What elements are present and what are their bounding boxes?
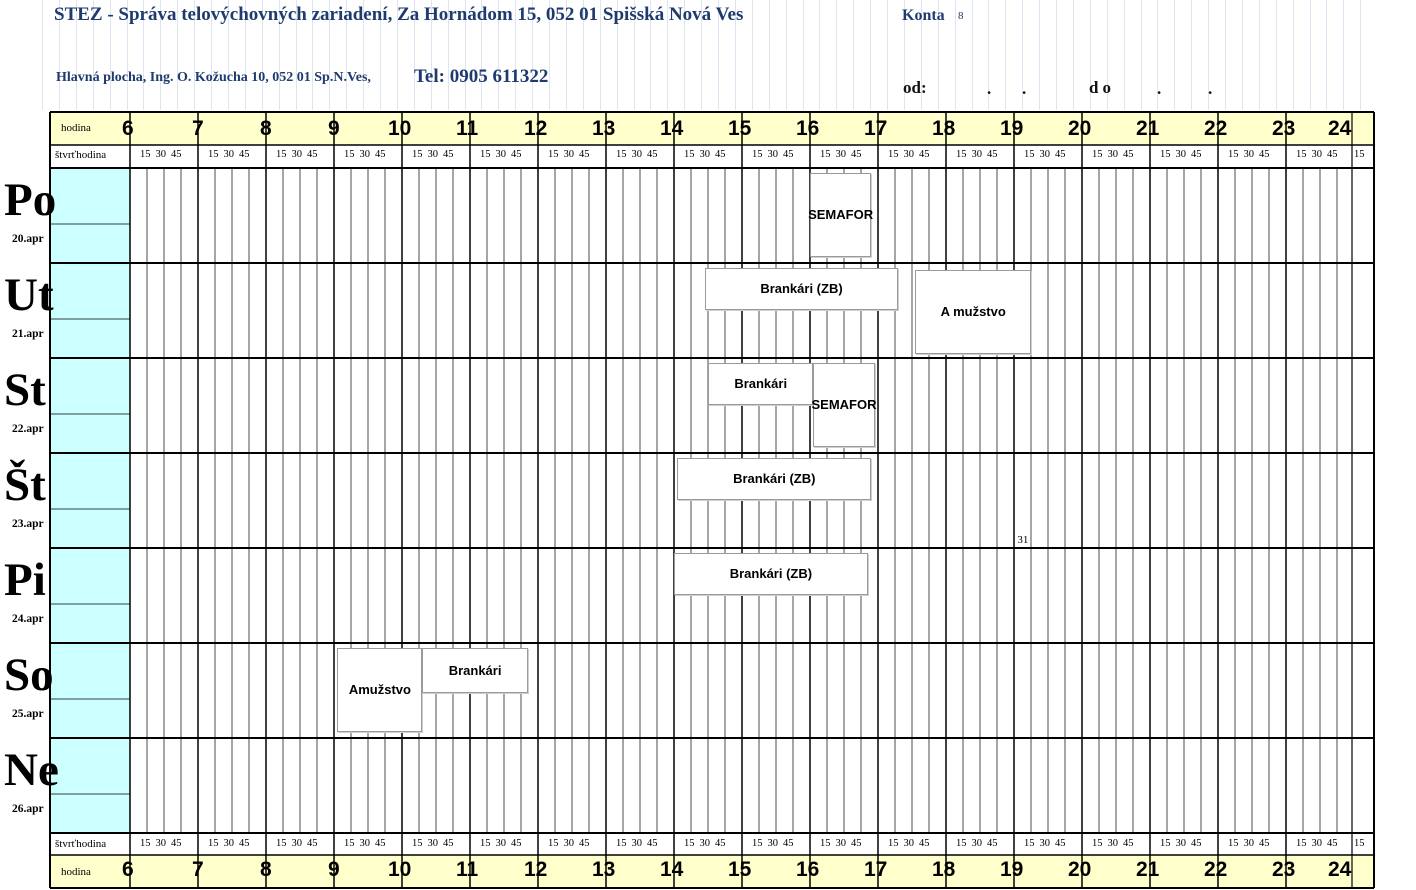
quarter-mark-bottom: 15 — [208, 838, 219, 849]
hour-number-bottom: 11 — [456, 858, 479, 881]
quarter-mark-bottom: 15 — [956, 838, 967, 849]
quarter-mark: 45 — [171, 149, 182, 160]
quarter-mark: 45 — [579, 149, 590, 160]
page-title: STEZ - Správa telovýchovných zariadení, Za Hornádom 15, 052 01 Spišská Nová Ves — [54, 4, 744, 25]
quarter-mark: 30 — [1107, 149, 1118, 160]
quarter-mark: 45 — [1191, 149, 1202, 160]
quarter-mark: 45 — [511, 149, 522, 160]
quarter-mark-bottom: 45 — [307, 838, 318, 849]
quarter-mark-bottom: 15 — [1160, 838, 1171, 849]
quarter-mark: 30 — [427, 149, 438, 160]
quarter-mark: 15 — [480, 149, 491, 160]
quarter-mark-bottom: 15 — [1296, 838, 1307, 849]
day-date: 20.apr — [12, 233, 44, 245]
quarter-mark-bottom: 30 — [1039, 838, 1050, 849]
event-block[interactable] — [422, 648, 527, 693]
quarter-mark-bottom: 30 — [563, 838, 574, 849]
quarter-mark-bottom: 30 — [359, 838, 370, 849]
event-block[interactable] — [677, 458, 871, 500]
quarter-mark: 15 — [820, 149, 831, 160]
quarter-mark-bottom: 30 — [903, 838, 914, 849]
event-block[interactable] — [811, 363, 877, 447]
quarter-row-label: štvrťhodina — [55, 149, 107, 161]
event-label: SEMA — [808, 207, 846, 223]
quarter-mark-bottom: 15 — [616, 838, 627, 849]
quarter-mark-bottom: 30 — [155, 838, 166, 849]
hour-number: 12 — [524, 117, 548, 140]
date-to-dot-2: . — [1208, 79, 1213, 98]
quarter-mark: 45 — [715, 149, 726, 160]
quarter-mark-bottom: 45 — [1327, 838, 1338, 849]
quarter-mark: 30 — [359, 149, 370, 160]
quarter-mark-bottom: 45 — [1123, 838, 1134, 849]
hour-number: 18 — [932, 117, 956, 140]
quarter-mark-bottom: 45 — [375, 838, 386, 849]
quarter-mark: 45 — [239, 149, 250, 160]
hour-number-bottom: 7 — [192, 858, 204, 881]
hour-number-bottom: 23 — [1272, 858, 1296, 881]
quarter-mark-bottom: 30 — [971, 838, 982, 849]
quarter-mark: 15 — [1024, 149, 1035, 160]
quarter-mark: 45 — [851, 149, 862, 160]
hour-number-bottom: 18 — [932, 858, 956, 881]
hour-number-bottom: 24 — [1328, 858, 1352, 881]
date-from-dot-1: . — [987, 79, 992, 98]
quarter-mark: 45 — [375, 149, 386, 160]
date-to-label: do — [1089, 78, 1115, 97]
event-block[interactable] — [337, 648, 422, 732]
quarter-mark-bottom: 15 — [1092, 838, 1103, 849]
quarter-mark: 45 — [1055, 149, 1066, 160]
quarter-mark: 45 — [1259, 149, 1270, 160]
event-label: Brankári (ZB) — [760, 281, 843, 297]
event-block[interactable] — [674, 553, 868, 595]
day-name: So — [4, 649, 54, 701]
hour-number: 19 — [1000, 117, 1024, 140]
quarter-mark: 45 — [647, 149, 658, 160]
event-label: FOR — [845, 207, 874, 223]
address-text: Hlavná plocha, Ing. O. Kožucha 10, 052 01 Sp.N.Ves, — [56, 70, 371, 85]
date-from-label: od: — [903, 78, 927, 97]
hour-number-bottom: 14 — [660, 858, 684, 881]
quarter-mark-bottom: 30 — [495, 838, 506, 849]
day-name: Po — [4, 174, 57, 226]
quarter-mark: 30 — [1039, 149, 1050, 160]
quarter-mark: 30 — [155, 149, 166, 160]
hour-number: 6 — [122, 117, 134, 140]
quarter-mark: 15 — [616, 149, 627, 160]
quarter-mark-bottom: 15 — [752, 838, 763, 849]
quarter-mark: 30 — [495, 149, 506, 160]
hour-number-bottom: 6 — [122, 858, 134, 881]
hour-number-bottom: 15 — [728, 858, 752, 881]
quarter-mark-bottom: 30 — [223, 838, 234, 849]
event-label: FOR — [849, 397, 877, 413]
event-block[interactable] — [915, 270, 1031, 354]
phone-number: Tel: 0905 611322 — [414, 66, 549, 87]
quarter-mark-bottom: 30 — [1107, 838, 1118, 849]
quarter-mark-bottom: 45 — [579, 838, 590, 849]
quarter-mark-bottom: 45 — [443, 838, 454, 849]
quarter-mark: 15 — [1160, 149, 1171, 160]
day-date: 26.apr — [12, 803, 44, 815]
quarter-mark: 15 — [412, 149, 423, 160]
quarter-mark: 45 — [919, 149, 930, 160]
event-label: A mužstvo — [940, 304, 1006, 320]
quarter-mark-bottom: 45 — [511, 838, 522, 849]
quarter-mark-bottom: 45 — [171, 838, 182, 849]
hour-number: 20 — [1068, 117, 1092, 140]
quarter-mark: 45 — [987, 149, 998, 160]
quarter-mark-bottom: 30 — [631, 838, 642, 849]
quarter-mark-bottom: 15 — [888, 838, 899, 849]
quarter-mark-bottom: 15 — [140, 838, 151, 849]
quarter-mark-bottom: 15 — [480, 838, 491, 849]
quarter-mark: 30 — [835, 149, 846, 160]
day-date: 23.apr — [12, 518, 44, 530]
cell-note: 31 — [1017, 534, 1029, 546]
day-name: Ne — [4, 744, 59, 796]
quarter-mark: 30 — [563, 149, 574, 160]
quarter-mark-bottom: 45 — [647, 838, 658, 849]
event-label: Brankári (ZB) — [729, 566, 813, 582]
quarter-mark: 30 — [1311, 149, 1322, 160]
quarter-mark: 30 — [767, 149, 778, 160]
quarter-mark-bottom: 45 — [987, 838, 998, 849]
event-block[interactable] — [705, 268, 899, 310]
quarter-mark-bottom: 15 — [548, 838, 559, 849]
event-label: Brankári — [448, 662, 502, 678]
hour-number: 8 — [260, 117, 272, 140]
quarter-mark-bottom: 45 — [1191, 838, 1202, 849]
quarter-mark-bottom: 45 — [851, 838, 862, 849]
hour-number-bottom: 21 — [1136, 858, 1160, 881]
quarter-mark: 45 — [1327, 149, 1338, 160]
hour-number: 21 — [1136, 117, 1160, 140]
quarter-mark-bottom: 30 — [767, 838, 778, 849]
quarter-mark: 30 — [699, 149, 710, 160]
hour-number: 13 — [592, 117, 616, 140]
quarter-mark-bottom: 30 — [699, 838, 710, 849]
quarter-mark-bottom: 45 — [715, 838, 726, 849]
quarter-mark-bottom: 30 — [291, 838, 302, 849]
day-name: St — [4, 364, 46, 416]
quarter-mark: 45 — [443, 149, 454, 160]
hour-number: 14 — [660, 117, 684, 140]
quarter-row-label-bottom: štvrťhodina — [55, 838, 107, 850]
quarter-mark-bottom: 45 — [1259, 838, 1270, 849]
day-name: Št — [4, 459, 46, 511]
hour-number-bottom: 20 — [1068, 858, 1092, 881]
hour-number: 9 — [328, 117, 340, 140]
hour-number-bottom: 10 — [388, 858, 412, 881]
quarter-mark: 15 — [208, 149, 219, 160]
quarter-mark-bottom: 30 — [1243, 838, 1254, 849]
quarter-mark-bottom: 45 — [919, 838, 930, 849]
hour-number: 17 — [864, 117, 888, 140]
quarter-mark: 30 — [631, 149, 642, 160]
quarter-mark-trailing-bottom: 15 — [1354, 838, 1365, 849]
quarter-mark-bottom: 15 — [1228, 838, 1239, 849]
hour-number-bottom: 19 — [1000, 858, 1024, 881]
hour-row-label-bottom: hodina — [61, 866, 91, 878]
quarter-mark: 15 — [276, 149, 287, 160]
hour-number-bottom: 22 — [1204, 858, 1228, 881]
quarter-mark-bottom: 15 — [412, 838, 423, 849]
quarter-mark: 30 — [1243, 149, 1254, 160]
hour-number: 10 — [388, 117, 412, 140]
quarter-mark: 15 — [956, 149, 967, 160]
quarter-mark-trailing: 15 — [1354, 149, 1365, 160]
quarter-mark-bottom: 30 — [427, 838, 438, 849]
event-label: Brankári (ZB) — [733, 471, 816, 487]
day-name: Pi — [4, 554, 46, 606]
quarter-mark: 15 — [684, 149, 695, 160]
date-from-dot-2: . — [1022, 79, 1027, 98]
quarter-mark: 15 — [140, 149, 151, 160]
quarter-mark: 30 — [1175, 149, 1186, 160]
quarter-mark-bottom: 15 — [344, 838, 355, 849]
hour-number-bottom: 13 — [592, 858, 616, 881]
day-date: 24.apr — [12, 613, 44, 625]
hour-number-bottom: 8 — [260, 858, 272, 881]
quarter-mark-bottom: 45 — [239, 838, 250, 849]
day-date: 21.apr — [12, 328, 44, 340]
event-label: Brankári — [734, 376, 788, 392]
quarter-mark-bottom: 15 — [684, 838, 695, 849]
day-name: Ut — [4, 269, 54, 321]
quarter-mark: 15 — [1092, 149, 1103, 160]
hour-row-label: hodina — [61, 122, 91, 134]
hour-number: 7 — [192, 117, 204, 140]
hour-number: 23 — [1272, 117, 1296, 140]
quarter-mark-bottom: 15 — [820, 838, 831, 849]
hour-number: 15 — [728, 117, 752, 140]
quarter-mark-bottom: 45 — [1055, 838, 1066, 849]
hour-number-bottom: 12 — [524, 858, 548, 881]
hour-number: 24 — [1328, 117, 1352, 140]
quarter-mark: 30 — [971, 149, 982, 160]
quarter-mark-bottom: 15 — [1024, 838, 1035, 849]
quarter-mark: 15 — [344, 149, 355, 160]
quarter-mark-bottom: 45 — [783, 838, 794, 849]
contact-value: 8 — [958, 10, 964, 22]
event-label: SEMA — [811, 397, 850, 413]
quarter-mark: 45 — [307, 149, 318, 160]
day-date: 22.apr — [12, 423, 44, 435]
hour-number-bottom: 16 — [796, 858, 820, 881]
quarter-mark: 15 — [548, 149, 559, 160]
quarter-mark-bottom: 30 — [835, 838, 846, 849]
event-label: mužstvo — [358, 682, 411, 698]
hour-number: 22 — [1204, 117, 1228, 140]
quarter-mark: 15 — [752, 149, 763, 160]
quarter-mark: 30 — [223, 149, 234, 160]
event-block[interactable] — [708, 363, 813, 405]
quarter-mark-bottom: 30 — [1175, 838, 1186, 849]
quarter-mark: 45 — [783, 149, 794, 160]
hour-number-bottom: 9 — [328, 858, 340, 881]
quarter-mark: 15 — [1296, 149, 1307, 160]
quarter-mark-bottom: 15 — [276, 838, 287, 849]
contact-label: Konta — [902, 7, 945, 24]
quarter-mark: 15 — [1228, 149, 1239, 160]
quarter-mark-bottom: 30 — [1311, 838, 1322, 849]
hour-number-bottom: 17 — [864, 858, 888, 881]
quarter-mark: 30 — [291, 149, 302, 160]
hour-number: 16 — [796, 117, 820, 140]
hour-number: 11 — [456, 117, 479, 140]
quarter-mark: 45 — [1123, 149, 1134, 160]
event-block[interactable] — [808, 173, 874, 257]
quarter-mark: 30 — [903, 149, 914, 160]
day-date: 25.apr — [12, 708, 44, 720]
date-to-dot-1: . — [1157, 79, 1162, 98]
event-label: A — [348, 682, 359, 698]
quarter-mark: 15 — [888, 149, 899, 160]
